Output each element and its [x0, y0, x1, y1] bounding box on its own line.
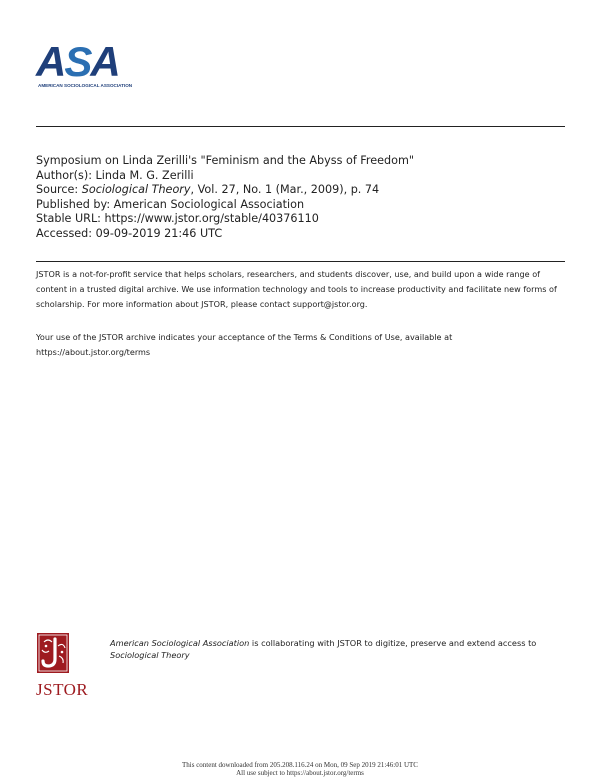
accessed-date: Accessed: 09-09-2019 21:46 UTC	[36, 226, 223, 240]
article-title: Symposium on Linda Zerilli's "Feminism and the Abyss of Freedom"	[36, 154, 415, 167]
article-source: Source: Sociological Theory, Vol. 27, No. 1 (Mar., 2009), p. 74	[36, 183, 380, 197]
asa-logo	[36, 38, 134, 92]
footer-terms-line: All use subject to https://about.jstor.org/terms	[236, 769, 364, 778]
asa-logo-caption: AMERICAN SOCIOLOGICAL ASSOCIATION	[38, 83, 133, 88]
source-journal: Sociological Theory	[81, 183, 191, 197]
collaboration-statement: American Sociological Association is collaborating with JSTOR to digitize, preserve and extend access to Sociological Theory	[110, 638, 537, 660]
asa-logo-letters: ASA	[36, 38, 119, 85]
metadata-rule	[36, 261, 565, 262]
jstor-wordmark: JSTOR	[36, 680, 89, 699]
collab-journal: Sociological Theory	[110, 650, 190, 660]
footer-download-line: This content downloaded from 205.208.116.24 on Mon, 09 Sep 2019 21:46:01 UTC	[182, 761, 418, 769]
article-metadata	[36, 154, 565, 242]
header-rule	[36, 126, 565, 127]
monogram-background	[37, 633, 69, 673]
download-footer	[0, 761, 600, 777]
jstor-logo	[36, 632, 89, 704]
monogram-dot	[45, 645, 48, 648]
monogram-dot	[61, 651, 64, 654]
stable-url[interactable]: Stable URL: https://www.jstor.org/stable/40376110	[36, 212, 319, 226]
article-author: Author(s): Linda M. G. Zerilli	[36, 168, 194, 182]
jstor-notice: JSTOR is a not-for-profit service that helps scholars, researchers, and students discover, use, and build upon a wide range of content in a trusted digital archive. We use information technology and tools to increase productivity and facilitate new forms of scholarship. For more information about JSTOR, please contact support@jstor.org.	[36, 269, 557, 309]
terms-notice: Your use of the JSTOR archive indicates your acceptance of the Terms & Conditions of Use, available at https://about.jstor.org/terms	[36, 332, 453, 357]
collab-org: American Sociological Association	[110, 638, 250, 648]
article-publisher: Published by: American Sociological Association	[36, 197, 305, 211]
